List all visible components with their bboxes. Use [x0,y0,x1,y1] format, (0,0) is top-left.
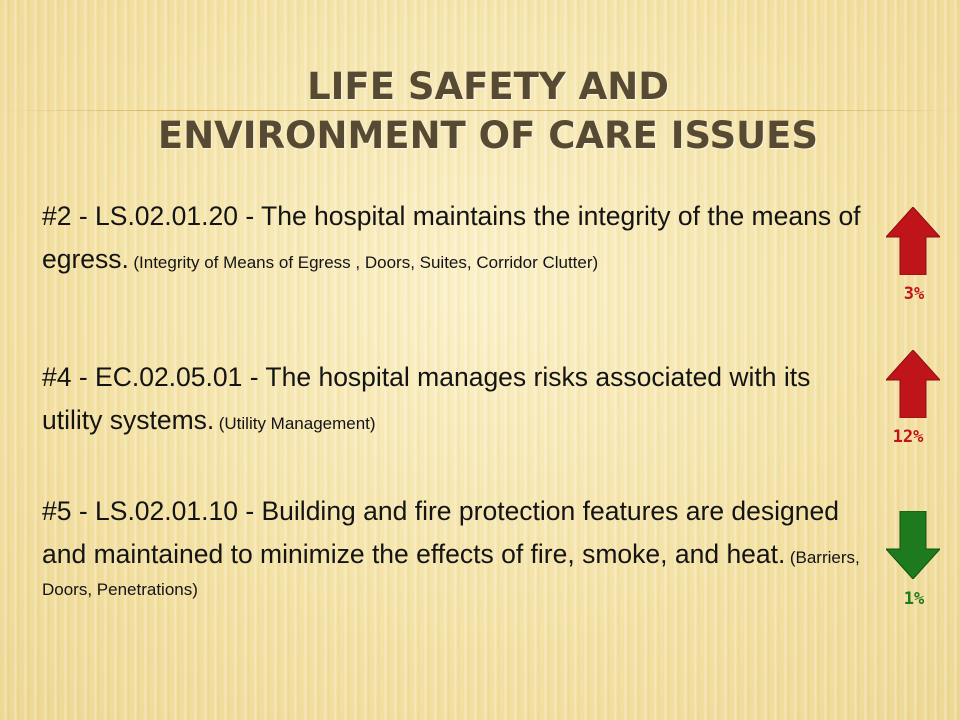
issue-text: #5 - LS.02.01.10 - Building and fire protection features are designed and maintained to minimize the effects of fire, smoke, and heat. [42,496,839,569]
slide-title [0,62,960,160]
title-line-2: ENVIRONMENT OF CARE ISSUES [157,114,819,157]
issue-note: (Utility Management) [218,414,376,433]
issue-item-4 [42,356,872,442]
down-arrow-icon [886,511,940,579]
issue-note: (Barriers, Doors, Penetrations) [42,548,860,599]
issue-item-2 [42,195,872,281]
change-percent: 3% [903,284,925,304]
up-arrow-icon [886,350,940,418]
issue-note: (Integrity of Means of Egress , Doors, Suites, Corridor Clutter) [133,253,599,272]
change-percent: 12% [892,427,924,447]
issue-item-5 [42,490,872,603]
change-percent: 1% [903,589,925,609]
issue-text: #2 - LS.02.01.20 - The hospital maintains the integrity of the means of egress. [42,201,861,274]
issue-text: #4 - EC.02.05.01 - The hospital manages risks associated with its utility systems. [42,362,811,435]
title-line-1: LIFE SAFETY AND [307,65,669,108]
up-arrow-icon [886,207,940,275]
